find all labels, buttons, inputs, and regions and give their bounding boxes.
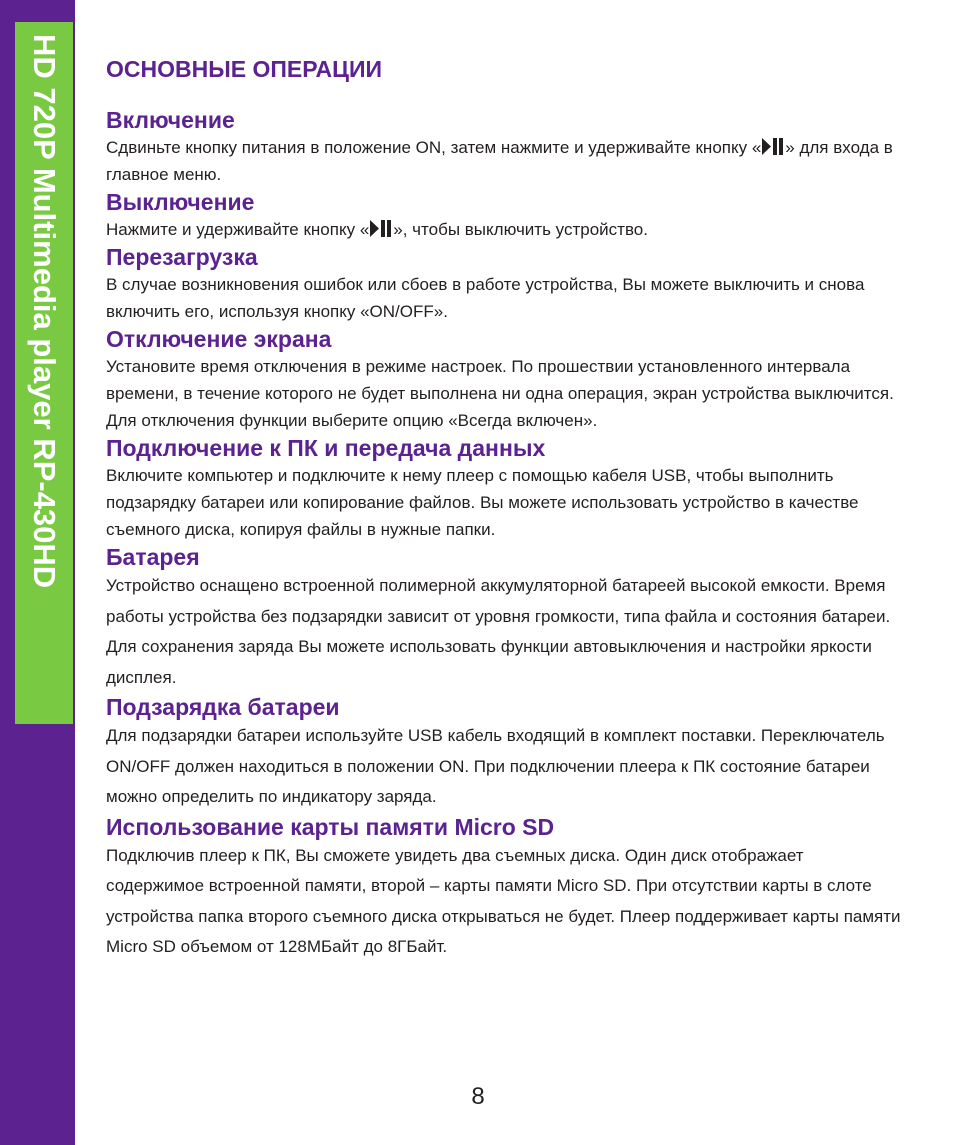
text-part: Нажмите и удерживайте кнопку « bbox=[106, 220, 370, 239]
section-heading: Отключение экрана bbox=[106, 326, 332, 352]
sidebar bbox=[0, 0, 75, 1145]
content bbox=[106, 54, 906, 963]
section-text bbox=[106, 134, 906, 188]
section-heading: Подзарядка батареи bbox=[106, 694, 340, 720]
page-number: 8 bbox=[471, 1083, 485, 1110]
section-micro-sd bbox=[106, 813, 906, 963]
section-text bbox=[106, 216, 906, 243]
section-text: Установите время отключения в режиме настроек. По прошествии установленного интервала времени, в течение которого не будет выполнена ни одна операция, экран устройства выключится. Для отключения функции выберите опцию «Всегда включен». bbox=[106, 357, 894, 430]
text-part: » для входа в главное меню. bbox=[106, 138, 893, 184]
section-heading: Использование карты памяти Micro SD bbox=[106, 813, 555, 840]
play-pause-icon bbox=[370, 219, 392, 238]
section-heading: Подключение к ПК и передача данных bbox=[106, 435, 546, 461]
section-power-on bbox=[106, 106, 906, 188]
section-heading: Перезагрузка bbox=[106, 244, 258, 270]
section-heading: Батарея bbox=[106, 544, 200, 570]
section-text: Устройство оснащено встроенной полимерной аккумуляторной батареей высокой емкости. Время работы устройства без подзарядки зависит от уровня громкости, типа файла и состояния батареи. Для сохранения заряда Вы можете использовать функции автовыключения и настройки яркости дисплея. bbox=[106, 576, 891, 687]
text-part: Сдвиньте кнопку питания в положение ON, затем нажмите и удерживайте кнопку « bbox=[106, 138, 762, 157]
section-text: Подключив плеер к ПК, Вы сможете увидеть два съемных диска. Один диск отображает содержимое встроенной памяти, второй – карты памяти Micro SD. При отсутствии карты в слоте устройства папка второго съемного диска открываться не будет. Плеер поддерживает карты памяти Micro SD объемом от 128МБайт до 8ГБайт. bbox=[106, 845, 901, 956]
text-part: », чтобы выключить устройство. bbox=[393, 220, 648, 239]
section-battery bbox=[106, 543, 906, 693]
section-reboot bbox=[106, 243, 906, 325]
section-heading: Выключение bbox=[106, 189, 255, 215]
page-title: ОСНОВНЫЕ ОПЕРАЦИИ bbox=[106, 56, 383, 82]
section-power-off bbox=[106, 188, 906, 243]
section-pc-connection bbox=[106, 434, 906, 543]
section-text: Для подзарядки батареи используйте USB кабель входящий в комплект поставки. Переключатель ON/OFF должен находиться в положении ON. При подключении плеера к ПК состояние батареи можно определить по индикатору заряда. bbox=[106, 726, 885, 806]
section-charging bbox=[106, 693, 906, 813]
section-text: Включите компьютер и подключите к нему плеер с помощью кабеля USB, чтобы выполнить подзарядку батареи или копирование файлов. Вы можете использовать устройство в качестве съемного диска, копируя файлы в нужные папки. bbox=[106, 466, 859, 539]
section-screen-off bbox=[106, 325, 906, 434]
section-heading: Включение bbox=[106, 107, 235, 133]
section-text: В случае возникновения ошибок или сбоев в работе устройства, Вы можете выключить и снова включить его, используя кнопку «ON/OFF». bbox=[106, 275, 865, 321]
sidebar-title: HD 720P Multimedia player RP-430HD bbox=[27, 34, 62, 589]
play-pause-icon bbox=[762, 137, 784, 156]
